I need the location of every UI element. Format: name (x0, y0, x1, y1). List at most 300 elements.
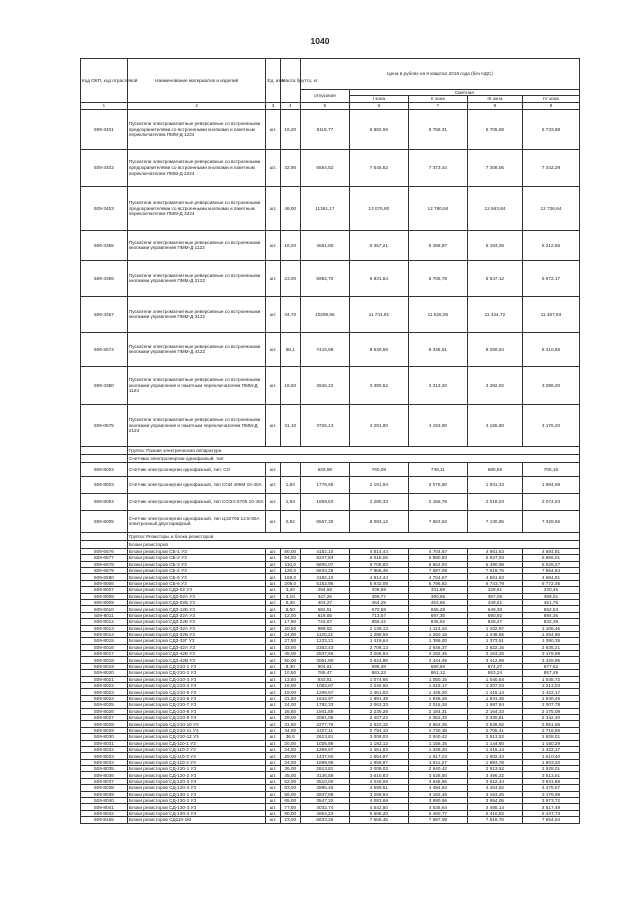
price-p7: 2 646,37 (408, 644, 467, 650)
price-p5: 1859,53 (300, 493, 349, 510)
item-name: Блоки резисторов СД-110-4 У3 (127, 759, 265, 765)
item-unit: шт. (266, 702, 280, 708)
price-p5: 2837,88 (300, 791, 349, 797)
price-p7: 6 705,78 (408, 260, 467, 296)
price-p9: 3 429,95 (522, 657, 579, 663)
item-unit: шт. (266, 619, 280, 625)
item-code: 509-6580 (81, 574, 128, 580)
price-p5: 5992,70 (300, 260, 349, 296)
item-code: 509-3365 (81, 230, 128, 260)
price-p9: 2 007,78 (522, 702, 579, 708)
table-row (81, 186, 580, 230)
price-p6: 1 289,58 (349, 631, 408, 637)
item-code: 509-8018 (81, 657, 128, 663)
price-p5: 3995,40 (300, 785, 349, 791)
item-code: 509-8011 (81, 612, 128, 618)
price-p9: 330,45 (522, 587, 579, 593)
price-p7: 5 796,82 (408, 580, 467, 586)
price-p6: 339,59 (349, 587, 408, 593)
item-code: 509-8032 (81, 746, 128, 752)
item-code: 509-8042 (81, 810, 128, 816)
item-mass: 4,10 (280, 593, 300, 599)
price-p8: 1 602,43 (467, 753, 522, 759)
item-code: 509-8006 (81, 580, 128, 586)
item-mass: 24,00 (280, 746, 300, 752)
item-mass: 23,00 (280, 260, 300, 296)
price-p8: 2 018,03 (467, 493, 522, 510)
price-p8: 6 647,12 (467, 260, 522, 296)
item-mass: 18,20 (280, 230, 300, 260)
column-number: 9 (522, 102, 579, 109)
item-mass: 50,00 (280, 657, 300, 663)
item-mass: 36,00 (280, 766, 300, 772)
item-name: Блоки резисторов СД3-32А У3 (127, 625, 265, 631)
page-number: 1040 (310, 36, 330, 46)
price-p9: 1 610,40 (522, 753, 579, 759)
item-name: Пускатели электромагнитные реверсивные со встроенными кнопками управления и пакетным переключателем ПММ-Д 1123 (127, 366, 265, 404)
price-p7: 4 193,90 (408, 404, 467, 446)
price-p7: 7 663,62 (408, 510, 467, 532)
item-unit: шт. (266, 676, 280, 682)
price-p6: 6 018,06 (349, 555, 408, 561)
price-p6: 5 357,21 (349, 230, 408, 260)
price-p6: 5 588,20 (349, 810, 408, 816)
price-p6: 713,57 (349, 612, 408, 618)
item-unit: шт. (266, 625, 280, 631)
price-p7: 1 155,16 (408, 740, 467, 746)
price-p8: 3 496,22 (467, 772, 522, 778)
item-unit: шт. (266, 817, 280, 823)
item-mass: 8,50 (280, 606, 300, 612)
price-p7: 3 990,56 (408, 798, 467, 804)
item-unit: шт. (266, 714, 280, 720)
price-p5: 4854,23 (300, 810, 349, 816)
item-code: 509-8017 (81, 651, 128, 657)
item-unit: шт. (266, 759, 280, 765)
item-unit: шт. (266, 631, 280, 637)
item-unit: шт. (266, 708, 280, 714)
header-zone4: IV зона (522, 96, 579, 102)
price-p9: 3 299,20 (522, 366, 579, 404)
item-name: Блоки резисторов СД-130-3 У3 (127, 804, 265, 810)
price-p6: 3 009,03 (349, 734, 408, 740)
item-name: Блоки резисторов СД-210-1 У3 (127, 663, 265, 669)
price-p7: 1 428,20 (408, 689, 467, 695)
price-p8: 3 912,44 (467, 778, 522, 784)
item-name: Пускатели электромагнитные реверсивные со встроенными кнопками управления ПММ-Д 2122 (127, 260, 265, 296)
item-code: 509-3403 (81, 186, 128, 230)
item-name: Блоки резисторов СД-120-3 У3 (127, 778, 265, 784)
item-mass: 12,00 (280, 612, 300, 618)
item-mass: 8,30 (280, 663, 300, 669)
price-p8: 2 538,92 (467, 721, 522, 727)
item-name: Блоки резисторов СД-120-1 У3 (127, 766, 265, 772)
price-p8: 4 661,63 (467, 548, 522, 554)
item-unit: шт. (266, 567, 280, 573)
price-p5: 2352,43 (300, 644, 349, 650)
item-unit: шт. (266, 734, 280, 740)
price-p7: 2 075,50 (408, 476, 467, 493)
price-p5: 1082,87 (300, 683, 349, 689)
header-zone2: II зона (408, 96, 467, 102)
item-unit: шт. (266, 555, 280, 561)
price-p9: 5 437,73 (522, 810, 579, 816)
item-unit: шт. (266, 721, 280, 727)
price-p6: 3 266,94 (349, 791, 408, 797)
item-unit: шт. (266, 574, 280, 580)
item-code: 509-8041 (81, 804, 128, 810)
item-name: Блоки резисторов СБ-3 У3 (127, 561, 265, 567)
price-p6: 11 741,91 (349, 296, 408, 332)
price-p5: 3136,58 (300, 772, 349, 778)
price-p6: 1 891,39 (349, 695, 408, 701)
item-unit: шт. (266, 651, 280, 657)
item-mass: 0,82 (280, 510, 300, 532)
item-name: Блоки резисторов СД3-42А У3 (127, 644, 265, 650)
item-code: 509-8005 (81, 510, 128, 532)
price-p8: 2 705,41 (467, 727, 522, 733)
item-name: Блоки резисторов СБ-5 У3 (127, 574, 265, 580)
item-name: Пускатели электромагнитные реверсивные со встроенными предохранителями со встроенными кнопками и пакетным переключателем ПММ-Д 2224 (127, 149, 265, 186)
price-p8: 828,27 (467, 619, 522, 625)
price-p8: 5 705,69 (467, 109, 522, 149)
price-p7: 1 260,18 (408, 631, 467, 637)
item-name: Блоки резисторов СБ-2 У3 (127, 555, 265, 561)
price-p9: 677,62 (522, 663, 579, 669)
price-p5: 1642,97 (300, 695, 349, 701)
price-p5: 1698,98 (300, 759, 349, 765)
price-p5: 1941,69 (300, 708, 349, 714)
item-code: 509-8027 (81, 714, 128, 720)
price-p6: 2 235,28 (349, 708, 408, 714)
price-p9: 1 984,69 (522, 476, 579, 493)
price-p5: 6833,26 (300, 817, 349, 823)
price-p5: 989,52 (300, 625, 349, 631)
item-mass: 31,50 (280, 721, 300, 727)
price-p8: 4 155,80 (467, 404, 522, 446)
price-p6: 4 040,69 (349, 778, 408, 784)
price-p9: 1 108,46 (522, 625, 579, 631)
item-code: 509-8037 (81, 778, 128, 784)
price-p6: 464,25 (349, 599, 408, 605)
price-p5: 6567,30 (300, 510, 349, 532)
price-p5: 5152,95 (300, 580, 349, 586)
subgroup-heading (81, 540, 580, 548)
price-p8: 3 282,92 (467, 366, 522, 404)
item-name: Блоки резисторов СД-210-6 У3 (127, 695, 265, 701)
item-code: 509-8038 (81, 785, 128, 791)
item-name: Пускатели электромагнитные реверсивные со встроенными кнопками управления ПММ-Д 3122 (127, 296, 265, 332)
price-p6: 6 708,83 (349, 561, 408, 567)
price-p6: 3 009,03 (349, 766, 408, 772)
item-code: 509-8010 (81, 606, 128, 612)
item-name: Блоки резисторов СД-130-2 У3 (127, 798, 265, 804)
price-p9: 3 973,72 (522, 798, 579, 804)
price-p9: 652,53 (522, 606, 579, 612)
price-p9: 12 726,64 (522, 186, 579, 230)
price-p6: 3 610,83 (349, 772, 408, 778)
price-p7: 4 494,63 (408, 785, 467, 791)
item-mass: 24,00 (280, 631, 300, 637)
price-p7: 2 940,42 (408, 734, 467, 740)
price-p8: 11 424,72 (467, 296, 522, 332)
table-row (81, 476, 580, 493)
header-zone3: III зона (467, 96, 522, 102)
item-unit: шт. (266, 670, 280, 676)
price-p8: 4 661,63 (467, 574, 522, 580)
column-number: 1 (81, 102, 128, 109)
item-code: 509-8003 (81, 476, 128, 493)
price-p5: 2837,56 (300, 651, 349, 657)
group-heading (81, 532, 580, 540)
price-p9: 1 045,72 (522, 676, 579, 682)
empty-cell (81, 454, 128, 462)
price-p7: 11 525,05 (408, 296, 467, 332)
item-unit: шт. (266, 798, 280, 804)
item-name: Счетчик электроэнергии однофазный, тип: СО (127, 462, 265, 476)
price-p5: 604,91 (300, 663, 349, 669)
item-unit: шт. (266, 695, 280, 701)
price-p6: 1 074,66 (349, 676, 408, 682)
price-p9: 1 150,29 (522, 740, 579, 746)
item-code: 509-8039 (81, 791, 128, 797)
item-mass: 17,90 (280, 619, 300, 625)
price-p5: 4032,74 (300, 804, 349, 810)
item-name: Блоки резисторов СД3-22А У3 (127, 612, 265, 618)
price-p7: 1 218,17 (408, 683, 467, 689)
price-p6: 6 831,64 (349, 260, 408, 296)
price-p7: 1 848,26 (408, 695, 467, 701)
price-p8: 7 130,95 (467, 510, 522, 532)
price-p9: 4 176,20 (522, 404, 579, 446)
item-unit: шт. (266, 493, 280, 510)
price-p6: 8 093,12 (349, 510, 408, 532)
item-code: 509-8023 (81, 689, 128, 695)
price-p5: 6833,26 (300, 567, 349, 573)
empty-cell (81, 446, 128, 454)
price-p9: 7 654,64 (522, 567, 579, 573)
item-mass: 23,00 (280, 817, 300, 823)
price-p9: 6 672,17 (522, 260, 579, 296)
item-mass: 80,00 (280, 548, 300, 554)
item-code: 509-8024 (81, 695, 128, 701)
item-code: 509-8029 (81, 727, 128, 733)
item-code: 509-6577 (81, 555, 128, 561)
price-p6: 881,22 (349, 670, 408, 676)
price-p7: 1 617,23 (408, 753, 467, 759)
item-name: Счетчик электроэнергии однофазный, тип ЦЭ2706 12.5-50А электронный двухтарифный (127, 510, 265, 532)
item-mass: 16,00 (280, 683, 300, 689)
item-mass: 94,00 (280, 555, 300, 561)
price-p5: 5118,77 (300, 109, 349, 149)
price-p6: 2 191,94 (349, 476, 408, 493)
price-p8: 2 913,52 (467, 734, 522, 740)
column-number: 7 (408, 102, 467, 109)
price-p6: 1 139,13 (349, 625, 408, 631)
price-p5: 5805,07 (300, 561, 349, 567)
item-mass: 58,1 (280, 332, 300, 366)
price-p5: 4182,10 (300, 548, 349, 554)
price-p7: 1 050,15 (408, 676, 467, 682)
price-p6: 7 545,52 (349, 149, 408, 186)
price-p5: 3510,00 (300, 778, 349, 784)
price-p5: 3061,90 (300, 657, 349, 663)
price-p9: 694,36 (522, 612, 579, 618)
price-p9: 1 380,35 (522, 638, 579, 644)
price-p5: 1792,33 (300, 702, 349, 708)
price-p7: 3 313,20 (408, 366, 467, 404)
item-name: Блоки резисторов СД-210-4 У3 (127, 683, 265, 689)
header-name: Наименование материалов и изделий (127, 59, 265, 103)
item-mass: 52,00 (280, 778, 300, 784)
item-mass: 45,00 (280, 772, 300, 778)
item-unit: шт. (266, 332, 280, 366)
item-mass: 20,00 (280, 740, 300, 746)
item-unit: шт. (266, 689, 280, 695)
item-mass: 13,50 (280, 676, 300, 682)
subgroup-heading (81, 454, 580, 462)
price-p9: 1 254,86 (522, 631, 579, 637)
price-p8: 1 040,54 (467, 676, 522, 682)
item-name: Счетчик электроэнергии однофазный, тип СОЭЭ 6705 10-40А (127, 493, 265, 510)
item-name: Пускатели электромагнитные реверсивные со встроенными кнопками управления и пакетным переключателем ПММ-Д 2123 (127, 404, 265, 446)
price-p6: 696,38 (349, 663, 408, 669)
item-mass: 43,00 (280, 644, 300, 650)
item-unit: шт. (266, 810, 280, 816)
price-p5: 5227,83 (300, 555, 349, 561)
header-unit: Ед. изм. (266, 59, 280, 103)
price-p7: 1 386,20 (408, 638, 467, 644)
item-mass: 120,0 (280, 567, 300, 573)
price-p8: 1 831,35 (467, 695, 522, 701)
price-p8: 2 622,16 (467, 644, 522, 650)
price-p5: 629,88 (300, 462, 349, 476)
item-mass: 20,50 (280, 625, 300, 631)
price-p9: 1 422,17 (522, 746, 579, 752)
price-p7: 4 704,67 (408, 548, 467, 554)
item-unit: шт. (266, 404, 280, 446)
price-p7: 836,92 (408, 619, 467, 625)
price-p6: 5 882,69 (349, 109, 408, 149)
price-p9: 2 718,86 (522, 727, 579, 733)
table-row (81, 493, 580, 510)
price-p8: 853,24 (467, 670, 522, 676)
item-unit: шт. (266, 366, 280, 404)
item-name: Блоки резисторов СД3-02Б У3 (127, 599, 265, 605)
table-row (81, 817, 580, 823)
price-p7: 2 562,35 (408, 721, 467, 727)
price-p7: 2 016,28 (408, 702, 467, 708)
price-p6: 1 654,97 (349, 753, 408, 759)
item-unit: шт. (266, 663, 280, 669)
price-p9: 389,01 (522, 593, 579, 599)
column-number: 2 (127, 102, 265, 109)
item-name: Блоки резисторов СБ-6 У3 (127, 580, 265, 586)
column-number: 6 (349, 102, 408, 109)
item-mass: 169,0 (280, 574, 300, 580)
price-p8: 1 207,03 (467, 683, 522, 689)
item-name: Блоки резисторов СД-130-4 У3 (127, 810, 265, 816)
price-p9: 2 928,01 (522, 766, 579, 772)
item-mass: 34,00 (280, 727, 300, 733)
price-p5: 582,51 (300, 606, 349, 612)
item-unit: шт. (266, 260, 280, 296)
price-p6: 4 599,51 (349, 785, 408, 791)
price-p5: 294,59 (300, 587, 349, 593)
price-p6: 1 246,60 (349, 683, 408, 689)
item-unit: шт. (266, 109, 280, 149)
price-p8: 3 954,06 (467, 798, 522, 804)
price-p6: 4 291,80 (349, 404, 408, 446)
item-name: Блоки резисторов СД-120-2 У3 (127, 772, 265, 778)
price-p6: 7 866,46 (349, 567, 408, 573)
price-p5: 347,26 (300, 593, 349, 599)
item-mass: 1,84 (280, 476, 300, 493)
price-p6: 2 794,10 (349, 727, 408, 733)
item-mass: 34,00 (280, 759, 300, 765)
price-p7: 3 444,49 (408, 657, 467, 663)
item-unit: шт. (266, 593, 280, 599)
price-p8: 1 102,97 (467, 625, 522, 631)
item-unit: шт. (266, 149, 280, 186)
item-unit: шт. (266, 580, 280, 586)
price-p9: 857,49 (522, 670, 579, 676)
price-p9: 832,39 (522, 619, 579, 625)
item-code: 509-3401 (81, 109, 128, 149)
table-row (81, 366, 580, 404)
price-p5: 4681,80 (300, 230, 349, 260)
price-p8: 1 415,14 (467, 746, 522, 752)
price-p9: 3 178,98 (522, 791, 579, 797)
item-mass: 208,0 (280, 580, 300, 586)
price-p7: 6 552,93 (408, 561, 467, 567)
price-p8: 328,81 (467, 587, 522, 593)
price-p9: 5 772,35 (522, 580, 579, 586)
price-p7: 7 373,44 (408, 149, 467, 186)
price-p5: 11361,17 (300, 186, 349, 230)
price-p8: 685,55 (467, 462, 522, 476)
item-unit: шт. (266, 606, 280, 612)
price-p9: 4 684,81 (522, 574, 579, 580)
item-name: Блоки резисторов СД-110-2 У3 (127, 746, 265, 752)
table-row (81, 230, 580, 260)
item-code: 509-8028 (81, 721, 128, 727)
item-code: 509-8013 (81, 625, 128, 631)
item-mass: 55,00 (280, 791, 300, 797)
price-p8: 1 997,84 (467, 702, 522, 708)
header-estimate: Сметная (349, 90, 579, 96)
item-unit: шт. (266, 587, 280, 593)
table-body (81, 109, 580, 823)
item-mass: 3,20 (280, 587, 300, 593)
price-p9: 2 635,21 (522, 644, 579, 650)
item-name: Блоки резисторов СД-210-3 У3 (127, 676, 265, 682)
price-p8: 649,30 (467, 606, 522, 612)
item-code: 509-8025 (81, 702, 128, 708)
item-unit: шт. (266, 644, 280, 650)
price-p9: 11 467,83 (522, 296, 579, 332)
price-p6: 760,08 (349, 462, 408, 476)
price-p6: 1 419,64 (349, 638, 408, 644)
item-name: Блоки резисторов СД3-12Б У3 (127, 606, 265, 612)
price-p5: 2846,22 (300, 366, 349, 404)
item-mass: 63,00 (280, 785, 300, 791)
item-unit: шт. (266, 638, 280, 644)
item-code: 509-8015 (81, 638, 128, 644)
price-p7: 7 687,09 (408, 817, 467, 823)
price-p8: 1 893,78 (467, 759, 522, 765)
price-p8: 4 495,14 (467, 804, 522, 810)
